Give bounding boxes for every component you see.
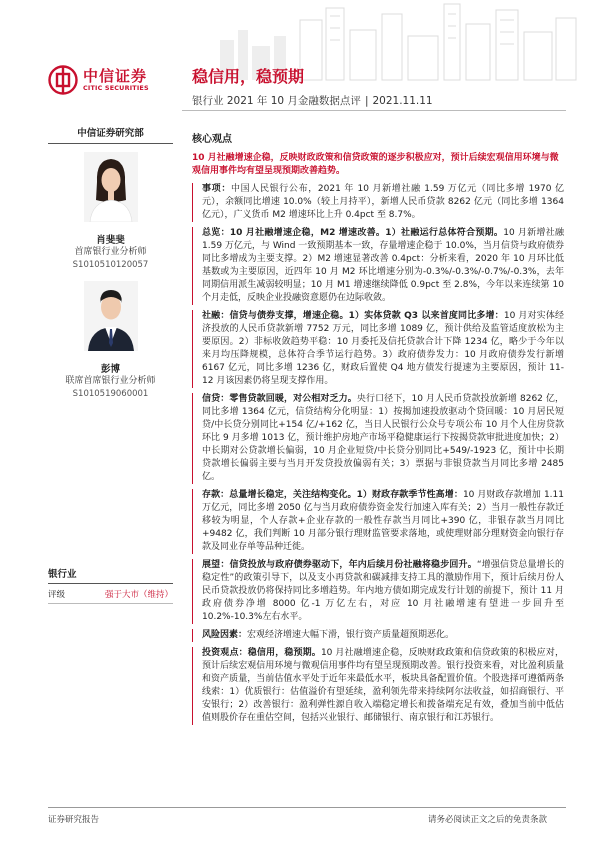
industry-rating-box bbox=[48, 566, 173, 604]
rating-label: 评级 bbox=[48, 590, 66, 600]
section-credit bbox=[192, 393, 564, 484]
section-event bbox=[192, 183, 564, 222]
section-label: 总览：10 月社融增速企稳，M2 增速改善。1）社融运行总体符合预期。 bbox=[202, 228, 504, 238]
analyst-photo bbox=[84, 281, 138, 351]
analyst-name: 彭博 bbox=[100, 364, 120, 375]
lead-summary: 10 月社融增速企稳，反映财政政策和信贷政策的逐步积极应对，预计后续宏观信用环境与微观信用事件均有望呈现预期改善趋势。 bbox=[192, 153, 559, 176]
section-social-financing bbox=[192, 310, 564, 388]
section-risks bbox=[192, 629, 564, 642]
citic-logo-icon bbox=[48, 65, 78, 95]
report-header bbox=[0, 0, 595, 112]
section-outlook bbox=[192, 559, 564, 624]
section-text: 10 月新增社融 1.59 万亿元，与 Wind 一致预期基本一致，存量增速企稳于 10.0%，当月信贷与政府债券同比多增成为主要支撑。2）M2 增速显著改善 0.4pct：分析来看，2020 年 10 月环比低基数或为主要原因，近四年 10 月 M2 环比增速分别为-0.3%/-0.3%/-0.7%/-0.3%，去年同期信用派生减弱较明显；10 月 M1 增速继续降低 0.9pct 至 2.8%，今年以来连续第 10 个月走低，反映企业投融资意愿仍在边际收敛。 bbox=[202, 228, 564, 303]
footer-divider bbox=[48, 807, 566, 808]
section-text: 10 月财政存款增加 1.11 万亿元，同比多增 2050 亿与当月政府债券资金发行加速入库有关；2）当月一般性存款迁移较为明显，个人存款+企业存款的一般性存款当月同比+390 亿，非银存款当月同比+9482 亿，我们判断 10 月部分银行理财监管要求落地，或使理财部分理财资金向银行存款及同业存单等品种迁徙。 bbox=[202, 490, 564, 552]
research-dept: 中信证券研究部 bbox=[48, 125, 173, 144]
footer-report-type: 证券研究报告 bbox=[48, 815, 100, 825]
header-divider bbox=[182, 110, 566, 111]
section-text: 央行口径下，10 月人民币贷款投放新增 8262 亿，同比多增 1364 亿元，信贷结构分化明显：1）按揭加速投放驱动个贷回暖：10 月居民短贷/中长贷分别同比+154 亿/+162 亿，当日人民银行公众号专项公布 10 月个人住房贷款环比 9 月多增 1013 亿，预计维护房地产市场平稳健康运行下按揭贷款审批进度加快；2）中长期对公贷款增长偏弱，10 月企业短贷/中长贷分别同比+549/-1923 亿，预计中长期贷款增长偏弱主要与当月开发贷投放偏弱有关；3）票据与非银贷款当月同比多增 2485 亿。 bbox=[202, 394, 564, 482]
section-label: 社融：信贷与债券支撑，增速企稳。1）实体贷款 Q3 以来首度同比多增： bbox=[202, 311, 504, 321]
main-content bbox=[192, 130, 564, 725]
section-label: 存款：总量增长稳定，关注结构变化。1）财政存款季节性高增： bbox=[202, 490, 463, 500]
section-investment-view bbox=[192, 647, 564, 725]
report-date: 2021.11.11 bbox=[372, 95, 433, 107]
section-text: “增强信贷总量增长的稳定性”的政策引导下，以及支小再贷款和碳减排支持工具的激励作用下，预计后续月份人民币贷款投放仍将保持同比多增趋势。年内地方债如期完成发行计划的前提下，预计 11 月政府债券净增 8000 亿-1 万亿左右，对应 10 月社融增速有望进一步回升至 10.2%-10.3%左右水平。 bbox=[202, 560, 564, 622]
section-label: 风险因素： bbox=[202, 630, 248, 640]
analyst-name: 肖斐斐 bbox=[96, 235, 125, 246]
section-text: 宏观经济增速大幅下滑，银行资产质量超预期恶化。 bbox=[247, 630, 455, 640]
report-title: 稳信用，稳预期 bbox=[192, 67, 305, 86]
brand-name-cn: 中信证券 bbox=[83, 66, 148, 85]
analyst-card bbox=[48, 152, 173, 271]
analyst-title: 联席首席银行业分析师 bbox=[65, 376, 156, 386]
left-sidebar bbox=[48, 125, 173, 400]
report-subtitle: 银行业 2021 年 10 月金融数据点评 | 2021.11.11 bbox=[192, 95, 433, 107]
analyst-title: 首席银行业分析师 bbox=[74, 247, 147, 257]
section-overview bbox=[192, 227, 564, 305]
industry-name: 银行业 bbox=[48, 566, 173, 584]
section-deposits bbox=[192, 489, 564, 554]
section-text: 中国人民银行公布，2021 年 10 月新增社融 1.59 万亿元（同比多增 1970 亿元），余额同比增速 10.0%（较上月持平），新增人民币贷款 8262 亿元（同比多增 1364 亿元），广义货币 M2 增速环比上升 0.4pct 至 8.7%。 bbox=[202, 184, 564, 220]
brand-logo bbox=[48, 65, 149, 95]
rating-row bbox=[48, 588, 173, 604]
core-views-title: 核心观点 bbox=[192, 134, 232, 145]
brand-name-en: CITIC SECURITIES bbox=[83, 83, 149, 92]
section-label: 投资观点：稳信用，稳预期。 bbox=[202, 648, 321, 658]
analyst-code: S1010519060001 bbox=[72, 389, 149, 399]
analyst-photo bbox=[84, 152, 138, 222]
footer-disclaimer-link[interactable]: 请务必阅读正文之后的免责条款 bbox=[427, 815, 547, 825]
section-label: 事项： bbox=[202, 184, 231, 194]
section-text: 10 月社融增速企稳，反映财政政策和信贷政策的积极应对，预计后续宏观信用环境与微观信用事件均有望呈现预期改善。银行投资来看，对比盈利质量和资产质量，当前估值水平处于近年来最低水平，板块具备配置价值。个股选择可遵循两条线索：1）优质银行：估值溢价有望延续，盈利领先带来持续阿尔法收益，如招商银行、平安银行；2）改善银行：盈利弹性源自收入端稳定增长和拨备端充足有效，叠加当前中低估值则股价存在重估空间，包括兴业银行、邮储银行、南京银行和江苏银行。 bbox=[202, 648, 564, 723]
rating-value: 强于大市（维持） bbox=[104, 590, 173, 600]
report-type: 银行业 2021 年 10 月金融数据点评 bbox=[192, 95, 361, 107]
section-text: 10 月对实体经济投放的人民币贷款新增 7752 万元，同比多增 1089 亿，预计供给及监管适度放松为主要原因。2）非标收敛趋势平稳：10 月委托及信托贷款合计下降 1234 亿，略少于今年以来月均压降规模，总体符合季节运行趋势。3）政府债券发力：10 月政府债券发行新增 6167 亿元，同比多增 1236 亿，财政后置使 Q4 地方债发行提速为主要原因，预计 11-12 月该因素仍将呈现支撑作用。 bbox=[202, 311, 564, 386]
analyst-card bbox=[48, 281, 173, 400]
section-label: 展望：信贷投放与政府债券驱动下，年内后续月份社融将稳步回升。 bbox=[202, 560, 477, 570]
section-label: 信贷：零售贷款回暖，对公相对乏力。 bbox=[202, 394, 357, 404]
analyst-code: S1010510120057 bbox=[72, 260, 149, 270]
